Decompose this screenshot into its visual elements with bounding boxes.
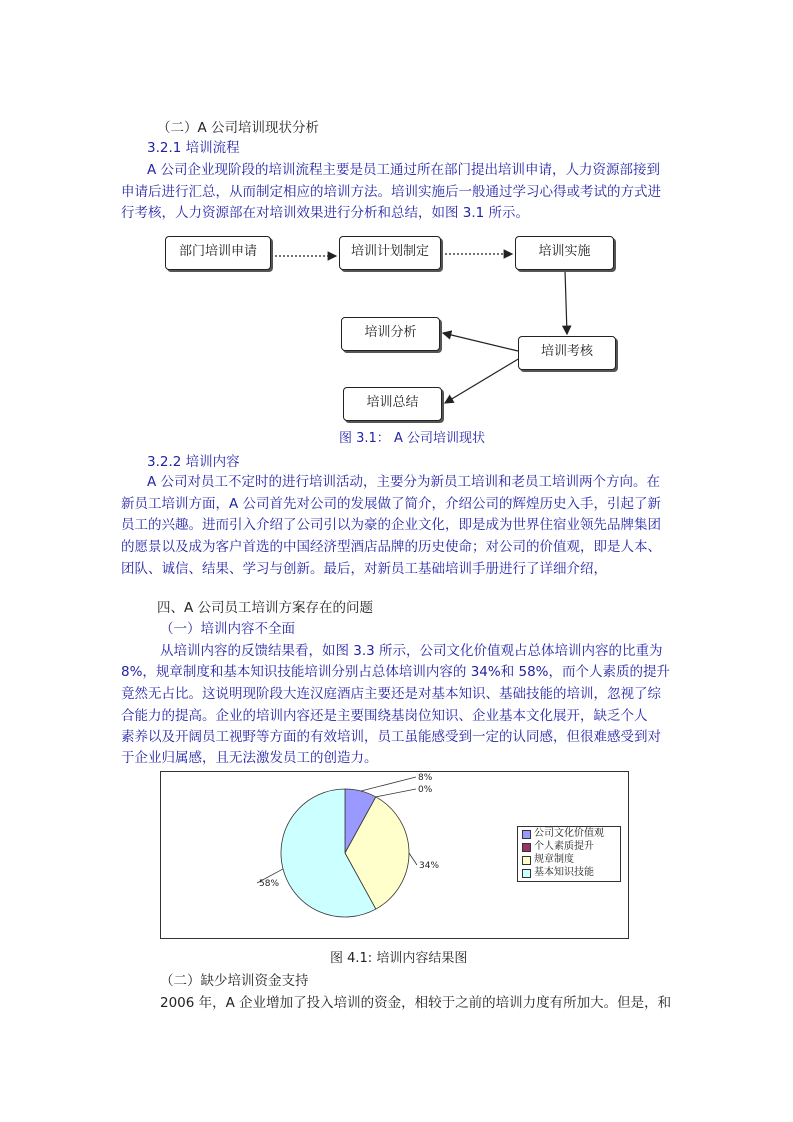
paragraph-line: 团队、诚信、结果、学习与创新。最后，对新员工基础培训手册进行了详细介绍， — [121, 561, 607, 577]
legend-item — [518, 840, 620, 853]
legend-item — [518, 853, 620, 866]
paragraph-line: 竟然无占比。这说明现阶段大连汉庭酒店主要还是对基本知识、基础技能的培训，忽视了综 — [121, 686, 661, 702]
legend-label: 规章制度 — [534, 854, 574, 865]
paragraph-line: 从培训内容的反馈结果看，如图 3.3 所示，公司文化价值观占总体培训内容的比重为 — [160, 643, 663, 659]
legend-swatch — [522, 843, 531, 852]
subheading-one: （一）培训内容不全面 — [160, 621, 295, 637]
legend-swatch — [522, 830, 531, 839]
legend-item — [518, 866, 620, 879]
paragraph-line: 申请后进行汇总，从而制定相应的培训方法。培训实施后一般通过学习心得或考试的方式进 — [121, 184, 661, 200]
subheading-two: （二）缺少培训资金支持 — [160, 973, 309, 989]
pie-data-label: 34% — [419, 861, 440, 871]
subheading-3-2-2: 3.2.2 培训内容 — [147, 454, 240, 470]
paragraph-line: 新员工培训方面，A 公司首先对公司的发展做了简介，介绍公司的辉煌历史入手，引起了新 — [121, 496, 662, 512]
paragraph-line: 的愿景以及成为客户首选的中国经济型酒店品牌的历史使命；对公司的价值观，即是人本、 — [121, 539, 661, 555]
paragraph-line: 8%，规章制度和基本知识技能培训分别占总体培训内容的 34%和 58%，而个人素质的提升 — [121, 664, 671, 680]
legend-label: 基本知识技能 — [534, 867, 594, 878]
flow-box-department-request: 部门培训申请 — [165, 236, 271, 270]
legend-swatch — [522, 856, 531, 865]
section-heading-two: （二）A 公司培训现状分析 — [157, 120, 320, 136]
paragraph-line: 2006 年，A 企业增加了投入培训的资金，相较于之前的培训力度有所加大。但是，和 — [160, 995, 672, 1011]
legend-swatch — [522, 869, 531, 878]
flow-box-summary: 培训总结 — [343, 387, 442, 421]
paragraph-line: A 公司企业现阶段的培训流程主要是员工通过所在部门提出培训申请，人力资源部接到 — [147, 162, 661, 178]
pie-leader-line — [409, 853, 417, 865]
paragraph-line: A 公司对员工不定时的进行培训活动，主要分为新员工培训和老员工培训两个方向。在 — [147, 474, 661, 490]
section-heading-four: 四、A 公司员工培训方案存在的问题 — [157, 600, 374, 616]
flow-box-plan: 培训计划制定 — [339, 236, 441, 270]
paragraph-line: 于企业归属感，且无法激发员工的创造力。 — [121, 750, 378, 766]
pie-leader-line — [361, 777, 416, 791]
subheading-3-2-1: 3.2.1 培训流程 — [147, 140, 240, 156]
flow-box-implementation: 培训实施 — [515, 236, 614, 270]
flow-box-assessment: 培训考核 — [518, 336, 616, 370]
legend-label: 个人素质提升 — [534, 841, 594, 852]
pie-data-label: 58% — [259, 879, 280, 889]
figure-caption-4-1: 图 4.1: 培训内容结果图 — [330, 951, 468, 966]
paragraph-line: 员工的兴趣。进而引入介绍了公司引以为豪的企业文化，即是成为世界住宿业领先品牌集团 — [121, 517, 661, 533]
legend-label: 公司文化价值观 — [534, 828, 604, 839]
flow-box-analysis: 培训分析 — [341, 317, 440, 351]
pie-data-label: 0% — [418, 785, 433, 795]
figure-caption-3-1: 图 3.1： A 公司培训现状 — [339, 431, 485, 446]
pie-leader-line — [376, 789, 416, 797]
paragraph-line: 素养以及开阔员工视野等方面的有效培训，员工虽能感受到一定的认同感，但很难感受到对 — [121, 729, 661, 745]
chart-legend — [517, 826, 621, 882]
paragraph-line: 合能力的提高。企业的培训内容还是主要围绕基岗位知识、企业基本文化展开，缺乏个人 — [121, 708, 648, 724]
legend-item — [518, 827, 620, 840]
paragraph-line: 行考核，人力资源部在对培训效果进行分析和总结，如图 3.1 所示。 — [121, 205, 530, 221]
pie-data-label: 8% — [418, 773, 433, 783]
